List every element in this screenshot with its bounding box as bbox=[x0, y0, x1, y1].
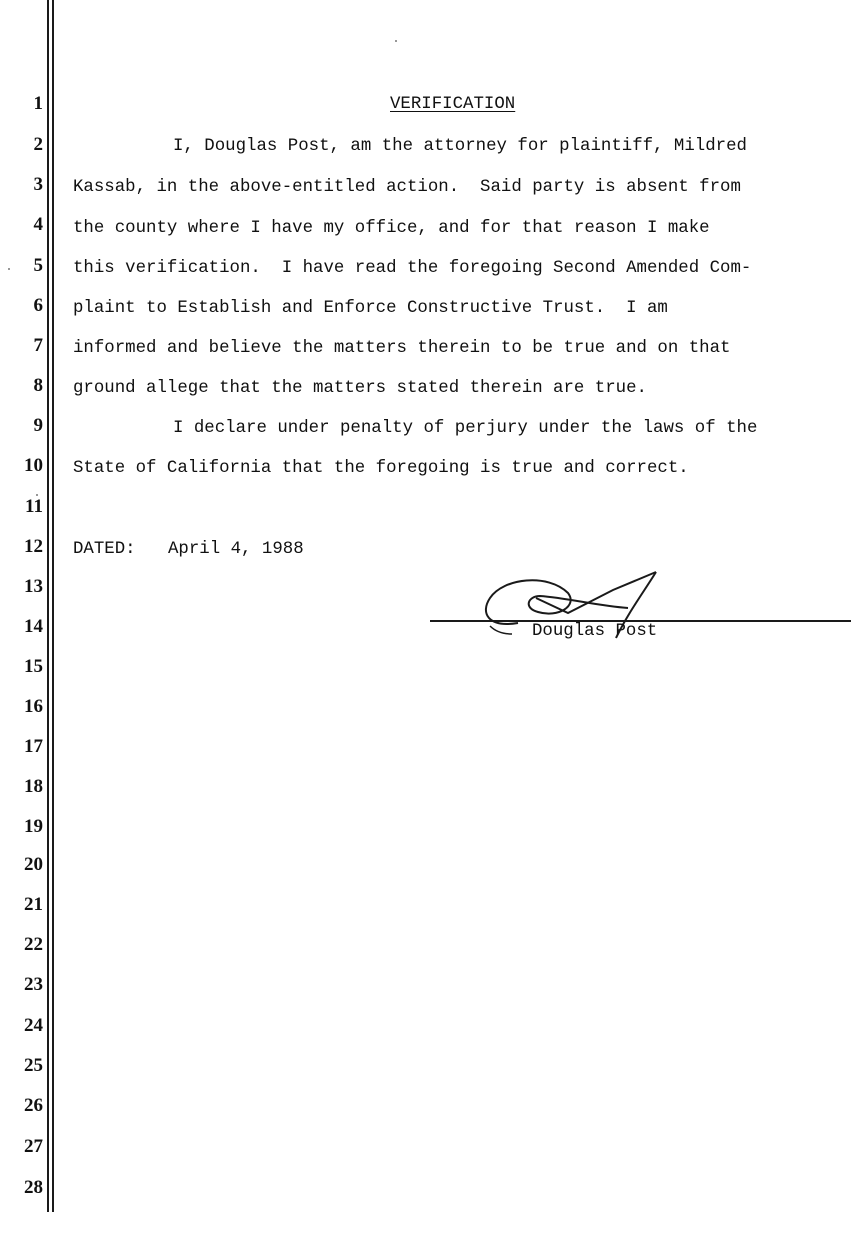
line-number: 4 bbox=[33, 214, 43, 235]
line-number: 24 bbox=[24, 1015, 43, 1036]
line-number: 20 bbox=[24, 854, 43, 875]
line-number: 18 bbox=[24, 776, 43, 797]
scan-speck bbox=[36, 494, 38, 496]
line-number: 25 bbox=[24, 1055, 43, 1076]
line-number: 2 bbox=[33, 134, 43, 155]
line-number: 23 bbox=[24, 974, 43, 995]
dated-label: DATED: bbox=[73, 540, 136, 559]
body-line: this verification. I have read the foregoing Second Amended Com- bbox=[73, 259, 752, 278]
body-line: plaint to Establish and Enforce Constructive Trust. I am bbox=[73, 299, 668, 318]
line-number: 5 bbox=[33, 255, 43, 276]
line-number: 14 bbox=[24, 616, 43, 637]
line-number: 19 bbox=[24, 816, 43, 837]
body-line: Kassab, in the above-entitled action. Said party is absent from bbox=[73, 178, 741, 197]
line-number: 21 bbox=[24, 894, 43, 915]
line-number: 3 bbox=[33, 174, 43, 195]
line-number: 8 bbox=[33, 375, 43, 396]
scan-speck bbox=[8, 268, 10, 270]
line-number: 1 bbox=[33, 93, 43, 114]
line-number: 9 bbox=[33, 415, 43, 436]
body-line: State of California that the foregoing is true and correct. bbox=[73, 459, 689, 478]
line-number: 10 bbox=[24, 455, 43, 476]
body-line: I declare under penalty of perjury under the laws of the bbox=[173, 419, 758, 438]
document-title: VERIFICATION bbox=[390, 95, 516, 114]
line-number: 11 bbox=[25, 496, 43, 517]
line-number: 26 bbox=[24, 1095, 43, 1116]
body-line: ground allege that the matters stated therein are true. bbox=[73, 379, 647, 398]
signer-name: Douglas Post bbox=[532, 622, 658, 641]
line-number: 17 bbox=[24, 736, 43, 757]
line-number: 13 bbox=[24, 576, 43, 597]
body-line: informed and believe the matters therein to be true and on that bbox=[73, 339, 731, 358]
body-line: I, Douglas Post, am the attorney for plaintiff, Mildred bbox=[173, 137, 747, 156]
line-number: 7 bbox=[33, 335, 43, 356]
line-number: 27 bbox=[24, 1136, 43, 1157]
line-number: 6 bbox=[33, 295, 43, 316]
line-number: 28 bbox=[24, 1177, 43, 1198]
left-margin-rule-inner bbox=[52, 0, 54, 1212]
scan-speck bbox=[395, 40, 397, 42]
dated-value: April 4, 1988 bbox=[168, 540, 304, 559]
left-margin-rule bbox=[47, 0, 49, 1212]
line-number: 16 bbox=[24, 696, 43, 717]
line-number-column bbox=[0, 0, 44, 1239]
line-number: 22 bbox=[24, 934, 43, 955]
body-line: the county where I have my office, and for that reason I make bbox=[73, 219, 710, 238]
line-number: 15 bbox=[24, 656, 43, 677]
line-number: 12 bbox=[24, 536, 43, 557]
